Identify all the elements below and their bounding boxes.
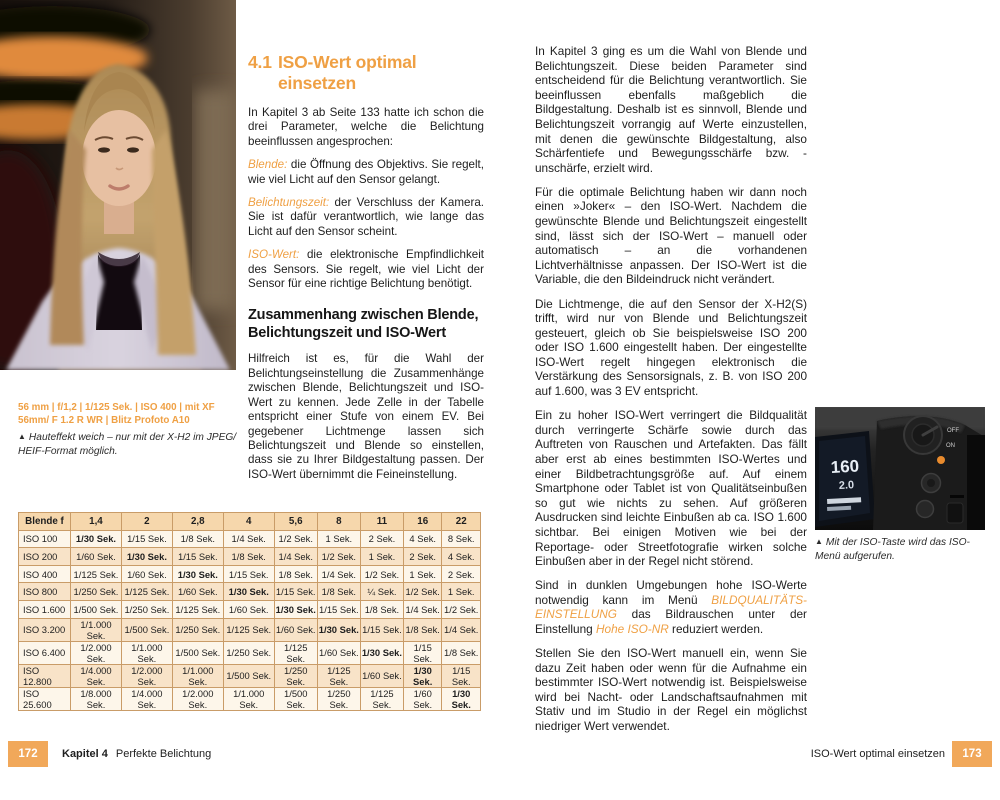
menu-reference: BILDQUALITÄTS-EINSTELLUNG <box>535 592 807 622</box>
shutter-speed-cell: 1/8 Sek. <box>403 618 441 641</box>
shutter-speed-cell: 1/4.000 Sek. <box>121 687 172 710</box>
iso-row-label: ISO 100 <box>19 530 71 548</box>
portrait-photo <box>0 0 236 370</box>
table-row <box>19 530 481 548</box>
shutter-speed-cell: 1/2 Sek. <box>274 530 317 548</box>
shutter-speed-cell: 1/8 Sek. <box>274 565 317 583</box>
shutter-speed-cell: 1/30 Sek. <box>274 600 317 618</box>
camera-photo-block <box>815 407 985 563</box>
shutter-speed-cell: 1/500 Sek. <box>121 618 172 641</box>
footer-chapter-title: Perfekte Belichtung <box>115 748 212 760</box>
table-row <box>19 641 481 664</box>
shutter-speed-cell: 1/4 Sek. <box>317 565 360 583</box>
iso-row-label: ISO 800 <box>19 583 71 601</box>
paragraph-5-text: reduziert werden. <box>668 621 764 636</box>
body-paragraph: Hilfreich ist es, für die Wahl der Belichtungseinstellung die Zusammenhänge zwischen Blende, Belichtungszeit und ISO-Wert zu kennen. Jede Zelle in der Tabelle entspricht einer Stufe von einem EV. Bei gegebener Lichtmenge lassen sich Belichtungszeit und Blende so einstellen, dass sie zu Ihrer Bildgestaltung passen. Der ISO-Wert übernimmt die Feineinstellung. <box>248 352 484 481</box>
paragraph-5-text: das Bildrauschen unter der Einstellung <box>535 607 807 636</box>
left-page-text-column <box>248 52 484 491</box>
iso-row-label: ISO 12.800 <box>19 664 71 687</box>
paragraph-2: Für die optimale Belichtung haben wir dann noch einen »Joker« – den ISO-Wert. Nachdem die gewünschte Blende und Belichtungszeit eingestellt sind, lässt sich der ISO-Wert – manuell oder automatisch – an die vorhandenen Lichtverhältnisse anpassen. Der ISO-Wert ist die Variable, die den Bildeindruck nicht verändert. <box>535 184 807 287</box>
table-row <box>19 618 481 641</box>
iso-row-label: ISO 25.600 <box>19 687 71 710</box>
shutter-speed-cell: 1/60 Sek. <box>403 687 441 710</box>
term-text: die Öffnung des Objektivs. Sie regelt, wie viel Licht auf den Sensor gelangt. <box>248 158 484 186</box>
shutter-speed-cell: 1/30 Sek. <box>71 530 122 548</box>
term-lead: Belichtungszeit: <box>248 196 330 210</box>
term-blende <box>248 158 484 187</box>
shutter-speed-cell: 1/30 Sek. <box>172 565 223 583</box>
iso-row-label: ISO 6.400 <box>19 641 71 664</box>
shutter-speed-cell: 1/1.000 Sek. <box>121 641 172 664</box>
shutter-speed-cell: 1/250 Sek. <box>274 664 317 687</box>
shutter-speed-cell: 1/15 Sek. <box>172 548 223 566</box>
shutter-speed-cell: 1/8 Sek. <box>442 641 481 664</box>
table-row <box>19 583 481 601</box>
footer-chapter-number: Kapitel 4 <box>62 748 108 760</box>
right-page-text-column <box>535 44 807 743</box>
shutter-speed-cell: ¼ Sek. <box>360 583 403 601</box>
shutter-speed-cell: 1/250 Sek. <box>223 641 274 664</box>
intro-paragraph: In Kapitel 3 ab Seite 133 hatte ich schon die drei Parameter, welche die Belichtung beeinflussen angesprochen: <box>248 106 484 148</box>
caption-triangle-icon: ▲ <box>18 432 26 441</box>
shutter-speed-cell: 1/2 Sek. <box>317 548 360 566</box>
footer-section-title: ISO-Wert optimal einsetzen <box>810 748 945 760</box>
table-header-cell: 2 <box>121 513 172 531</box>
shutter-speed-cell: 1/1.000 Sek. <box>172 664 223 687</box>
shutter-speed-cell: 2 Sek. <box>442 565 481 583</box>
shutter-speed-cell: 1/15 Sek. <box>223 565 274 583</box>
paragraph-5-text: Sind in dunklen Umgebungen hohe ISO-Werte notwendig kann im Menü <box>535 578 807 607</box>
lcd-iso-value: 160 <box>830 456 860 477</box>
iso-row-label: ISO 3.200 <box>19 618 71 641</box>
shutter-speed-cell: 1/500 Sek. <box>172 641 223 664</box>
shutter-speed-cell: 1/500 Sek. <box>223 664 274 687</box>
table-row <box>19 600 481 618</box>
iso-row-label: ISO 400 <box>19 565 71 583</box>
shutter-speed-cell: 4 Sek. <box>442 548 481 566</box>
paragraph-6: Stellen Sie den ISO-Wert manuell ein, wenn Sie dazu Zeit haben oder wenn für die Aufnahme ein bestimmter ISO-Wert notwendig ist. Beispielsweise wird bei Nacht- oder Landschaftsaufnahmen mit Stativ und im Studio in der Regel ein möglichst niedriger Wert verwendet. <box>535 646 807 734</box>
shutter-speed-cell: 1/4 Sek. <box>223 530 274 548</box>
shutter-speed-cell: 1/500 Sek. <box>274 687 317 710</box>
page-number-left: 172 <box>8 741 48 767</box>
shutter-speed-cell: 1/8 Sek. <box>223 548 274 566</box>
shutter-speed-cell: 1/15 Sek. <box>121 530 172 548</box>
shutter-speed-cell: 1/250 Sek. <box>121 600 172 618</box>
table-header-cell: 8 <box>317 513 360 531</box>
section-title: ISO-Wert optimal einsetzen <box>278 52 417 93</box>
menu-reference: Hohe ISO-NR <box>596 621 669 636</box>
shutter-speed-cell: 1/2 Sek. <box>403 583 441 601</box>
term-text: die elektronische Empfindlichkeit des Sensors. Sie regelt, wie viel Licht der Sensor für eine richtige Belichtung benötigt. <box>248 248 484 291</box>
shutter-speed-cell: 1 Sek. <box>360 548 403 566</box>
dial-off-label: OFF <box>947 428 959 434</box>
shutter-speed-cell: 4 Sek. <box>403 530 441 548</box>
section-heading <box>248 52 484 94</box>
table-header-cell: 1,4 <box>71 513 122 531</box>
table-header-cell: 11 <box>360 513 403 531</box>
table-row <box>19 565 481 583</box>
shutter-speed-cell: 1/60 Sek. <box>172 583 223 601</box>
shutter-speed-cell: 1/15 Sek. <box>442 664 481 687</box>
shutter-speed-cell: 1/2.000 Sek. <box>121 664 172 687</box>
shutter-speed-cell: 1/125 Sek. <box>121 583 172 601</box>
shutter-speed-cell: 1/15 Sek. <box>317 600 360 618</box>
paragraph-5 <box>535 578 807 636</box>
photo-caption-text: Hauteffekt weich – nur mit der X-H2 im JPEG/ HEIF-Format möglich. <box>18 432 237 457</box>
shutter-speed-cell: 1/4 Sek. <box>403 600 441 618</box>
shutter-speed-cell: 1/8 Sek. <box>172 530 223 548</box>
shutter-speed-cell: 1/30 Sek. <box>442 687 481 710</box>
shutter-speed-cell: 1 Sek. <box>403 565 441 583</box>
shutter-speed-cell: 1/30 Sek. <box>317 618 360 641</box>
shutter-speed-cell: 1/2.000 Sek. <box>172 687 223 710</box>
term-iso-wert <box>248 248 484 291</box>
shutter-speed-cell: 1/30 Sek. <box>121 548 172 566</box>
shutter-speed-cell: 1/125 Sek. <box>274 641 317 664</box>
table-header-cell: 4 <box>223 513 274 531</box>
photo-caption <box>18 431 243 458</box>
shutter-speed-cell: 1/60 Sek. <box>360 664 403 687</box>
table-header-cell: 22 <box>442 513 481 531</box>
table-header-cell: 5,6 <box>274 513 317 531</box>
footer-chapter <box>62 741 211 767</box>
paragraph-4: Ein zu hoher ISO-Wert verringert die Bildqualität durch verringerte Schärfe sowie durch das Auftreten von Rauschen und Artefakten. Das fällt aber erst ab eines bestimmten ISO-Wertes und einer Bildbetrachtungsgröße auf. Auf einem Smartphone oder Tablet ist von Qualitätseinbußen so gut wie nichts zu sehen. Auf größeren Ausdrucken sind leichte Einbußen ab ca. ISO 1.600 sichtbar. Bei einigen Motiven wie bei der Reportage- oder Streetfotografie wirken solche Einbußen aber in der Regel nicht störend. <box>535 408 807 569</box>
shutter-speed-cell: 1/125 Sek. <box>71 565 122 583</box>
shutter-speed-cell: 1/30 Sek. <box>403 664 441 687</box>
shutter-speed-cell: 1/1.000 Sek. <box>71 618 122 641</box>
shutter-speed-cell: 1/30 Sek. <box>223 583 274 601</box>
shutter-speed-cell: 1/8.000 Sek. <box>71 687 122 710</box>
iso-row-label: ISO 1.600 <box>19 600 71 618</box>
shutter-speed-cell: 1/250 Sek. <box>172 618 223 641</box>
shutter-speed-cell: 1/15 Sek. <box>403 641 441 664</box>
shutter-speed-cell: 1/4.000 Sek. <box>71 664 122 687</box>
camera-photo-caption <box>815 536 985 563</box>
shutter-speed-cell: 1/60 Sek. <box>71 548 122 566</box>
term-lead: Blende: <box>248 158 288 172</box>
shutter-speed-cell: 1/125 Sek. <box>317 664 360 687</box>
shutter-speed-cell: 1/60 Sek. <box>223 600 274 618</box>
camera-caption-text: Mit der ISO-Taste wird das ISO-Menü aufgerufen. <box>815 537 970 562</box>
iso-row-label: ISO 200 <box>19 548 71 566</box>
table-row <box>19 548 481 566</box>
shutter-speed-cell: 1/15 Sek. <box>274 583 317 601</box>
shutter-speed-cell: 1/1.000 Sek. <box>223 687 274 710</box>
shutter-speed-cell: 1/2 Sek. <box>442 600 481 618</box>
iso-exposure-table <box>18 512 481 711</box>
shutter-speed-cell: 1/60 Sek. <box>274 618 317 641</box>
shutter-speed-cell: 1/2.000 Sek. <box>71 641 122 664</box>
shutter-speed-cell: 8 Sek. <box>442 530 481 548</box>
shutter-speed-cell: 1/60 Sek. <box>317 641 360 664</box>
table-row <box>19 687 481 710</box>
term-belichtungszeit <box>248 196 484 239</box>
caption-triangle-icon: ▲ <box>815 537 823 546</box>
shutter-speed-cell: 1/500 Sek. <box>71 600 122 618</box>
portrait-photo-illustration <box>0 0 236 370</box>
section-number: 4.1 <box>248 52 272 72</box>
shutter-speed-cell: 1 Sek. <box>317 530 360 548</box>
table-header <box>19 513 481 531</box>
table-header-cell: 2,8 <box>172 513 223 531</box>
shutter-speed-cell: 1/125 Sek. <box>223 618 274 641</box>
page-number-right: 173 <box>952 741 992 767</box>
shutter-speed-cell: 1/2 Sek. <box>360 565 403 583</box>
shutter-speed-cell: 1/250 Sek. <box>71 583 122 601</box>
term-lead: ISO-Wert: <box>248 248 300 262</box>
term-text: der Verschluss der Kamera. Sie ist dafür verantwortlich, wie lange das Licht auf den Sensor scheint. <box>248 196 484 238</box>
shutter-speed-cell: 1/60 Sek. <box>121 565 172 583</box>
lcd-aperture-value: 2.0 <box>838 479 855 492</box>
shutter-speed-cell: 2 Sek. <box>403 548 441 566</box>
shutter-speed-cell: 1/125 Sek. <box>360 687 403 710</box>
shutter-speed-cell: 1/125 Sek. <box>172 600 223 618</box>
table-row <box>19 664 481 687</box>
shutter-speed-cell: 1/8 Sek. <box>360 600 403 618</box>
subsection-heading: Zusammenhang zwischen Blende, Belichtungszeit und ISO-Wert <box>248 307 479 341</box>
table-header-cell: 16 <box>403 513 441 531</box>
shutter-speed-cell: 1/4 Sek. <box>442 618 481 641</box>
paragraph-1: In Kapitel 3 ging es um die Wahl von Blende und Belichtungszeit. Diese beiden Parameter sind entscheidend für die Belichtung verantwortlich. Sie beeinflussen ebenfalls maßgeblich die Bildgestaltung. Deshalb ist es sinnvoll, Blende und Belichtungszeit vorrangig auf Werte einzustellen, mit denen die gewünschte Bildgestaltung, also Schärfentiefe und Bewegungsschärfe bzw. -unschärfe, erzielt wird. <box>535 44 807 175</box>
paragraph-3: Die Lichtmenge, die auf den Sensor der X-H2(S) trifft, wird nur von Blende und Belichtungszeit gesteuert, gleich ob Sie beispielsweise ISO 200 oder ISO 1.600 eingestellt haben. Der eingestellte ISO-Wert regelt hingegen elektronisch die Verstärkung des Sensorsignals, z. B. von ISO 200 auf 1.600, was 3 EV entspricht. <box>535 296 807 399</box>
shutter-speed-cell: 1/250 Sek. <box>317 687 360 710</box>
shutter-speed-cell: 1/15 Sek. <box>360 618 403 641</box>
photo-exif-caption: 56 mm | f/1,2 | 1/125 Sek. | ISO 400 | mit XF 56mm/ F 1.2 R WR | Blitz Profoto A10 <box>18 402 215 426</box>
shutter-speed-cell: 1/8 Sek. <box>317 583 360 601</box>
table-header-cell: Blende f <box>19 513 71 531</box>
shutter-speed-cell: 1/30 Sek. <box>360 641 403 664</box>
shutter-speed-cell: 1/4 Sek. <box>274 548 317 566</box>
shutter-speed-cell: 2 Sek. <box>360 530 403 548</box>
camera-photo-illustration <box>815 407 985 530</box>
dial-on-label: ON <box>946 443 955 449</box>
shutter-speed-cell: 1 Sek. <box>442 583 481 601</box>
